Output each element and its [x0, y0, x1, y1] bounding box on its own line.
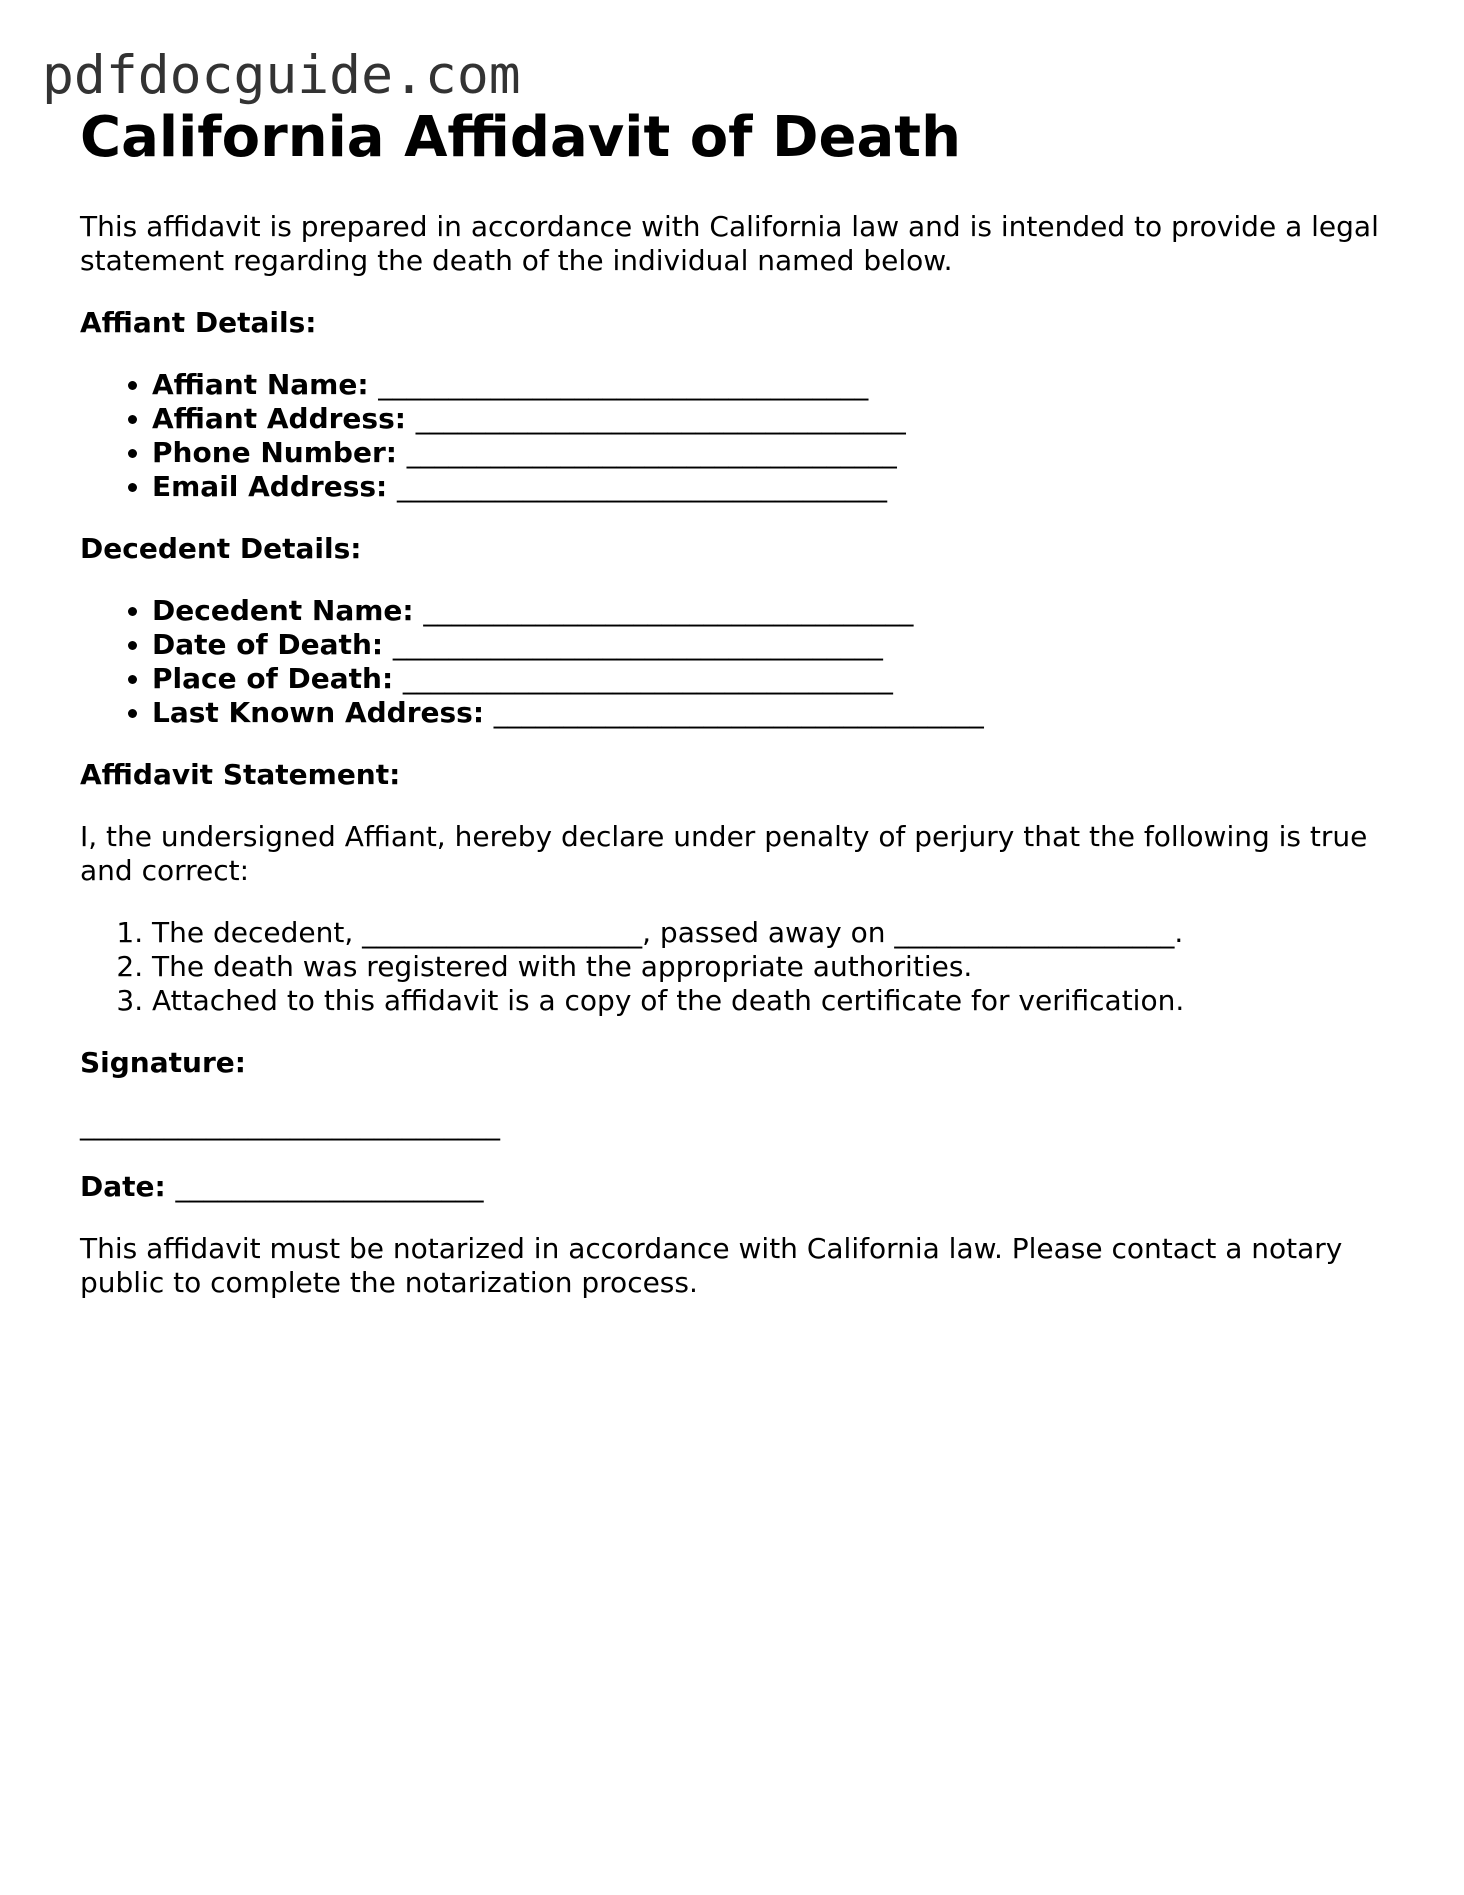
watermark-text: pdfdocguide.com: [42, 45, 521, 106]
document-body: [80, 100, 1400, 1300]
signature-heading: Signature:: [80, 1046, 246, 1079]
closing-paragraph: This affidavit must be notarized in accordance with California law. Please contact a notary public to complete the notarization process.: [80, 1232, 1343, 1299]
field-label: Decedent Name:: [152, 594, 424, 627]
decedent-details-list: [80, 594, 1400, 730]
affidavit-statement-heading: Affidavit Statement:: [80, 758, 401, 791]
statement-item: 3. Attached to this affidavit is a copy of the death certificate for verification.: [152, 984, 1400, 1018]
field-label: Place of Death:: [152, 662, 403, 695]
decedent-details-heading: Decedent Details:: [80, 532, 362, 565]
field-blank-line: ___________________________________: [406, 436, 897, 469]
field-blank-line: ___________________________________: [493, 696, 984, 729]
affiant-details-heading: Affiant Details:: [80, 306, 317, 339]
date-label: Date:: [80, 1170, 166, 1203]
field-label: Phone Number:: [152, 436, 407, 469]
field-label: Affiant Address:: [152, 402, 416, 435]
statement-list: [80, 916, 1400, 1018]
signature-line: ______________________________: [80, 1108, 500, 1141]
field-label: Last Known Address:: [152, 696, 494, 729]
statement-item: 2. The death was registered with the appropriate authorities.: [152, 950, 1400, 984]
intro-paragraph: This affidavit is prepared in accordance with California law and is intended to provide a legal statement regarding the death of the individual named below.: [80, 210, 1379, 277]
email-address-field: [152, 470, 1400, 504]
affiant-address-field: [152, 402, 1400, 436]
date-field: [80, 1170, 1400, 1204]
affiant-name-field: [152, 368, 1400, 402]
place-of-death-field: [152, 662, 1400, 696]
field-blank-line: ___________________________________: [378, 368, 869, 401]
field-label: Date of Death:: [152, 628, 393, 661]
last-known-address-field: [152, 696, 1400, 730]
field-label: Affiant Name:: [152, 368, 379, 401]
field-label: Email Address:: [152, 470, 397, 503]
decedent-name-field: [152, 594, 1400, 628]
field-blank-line: ___________________________________: [423, 594, 914, 627]
date-of-death-field: [152, 628, 1400, 662]
field-blank-line: ___________________________________: [402, 662, 893, 695]
affiant-details-list: [80, 368, 1400, 504]
field-blank-line: ___________________________________: [392, 628, 883, 661]
declaration-paragraph: I, the undersigned Affiant, hereby declare under penalty of perjury that the following is true and correct:: [80, 820, 1368, 887]
page-title: California Affidavit of Death: [80, 105, 961, 170]
statement-item: 1. The decedent, ____________________, passed away on ____________________.: [152, 916, 1400, 950]
field-blank-line: ___________________________________: [415, 402, 906, 435]
field-blank-line: ___________________________________: [396, 470, 887, 503]
phone-number-field: [152, 436, 1400, 470]
date-blank-line: ______________________: [175, 1170, 484, 1203]
